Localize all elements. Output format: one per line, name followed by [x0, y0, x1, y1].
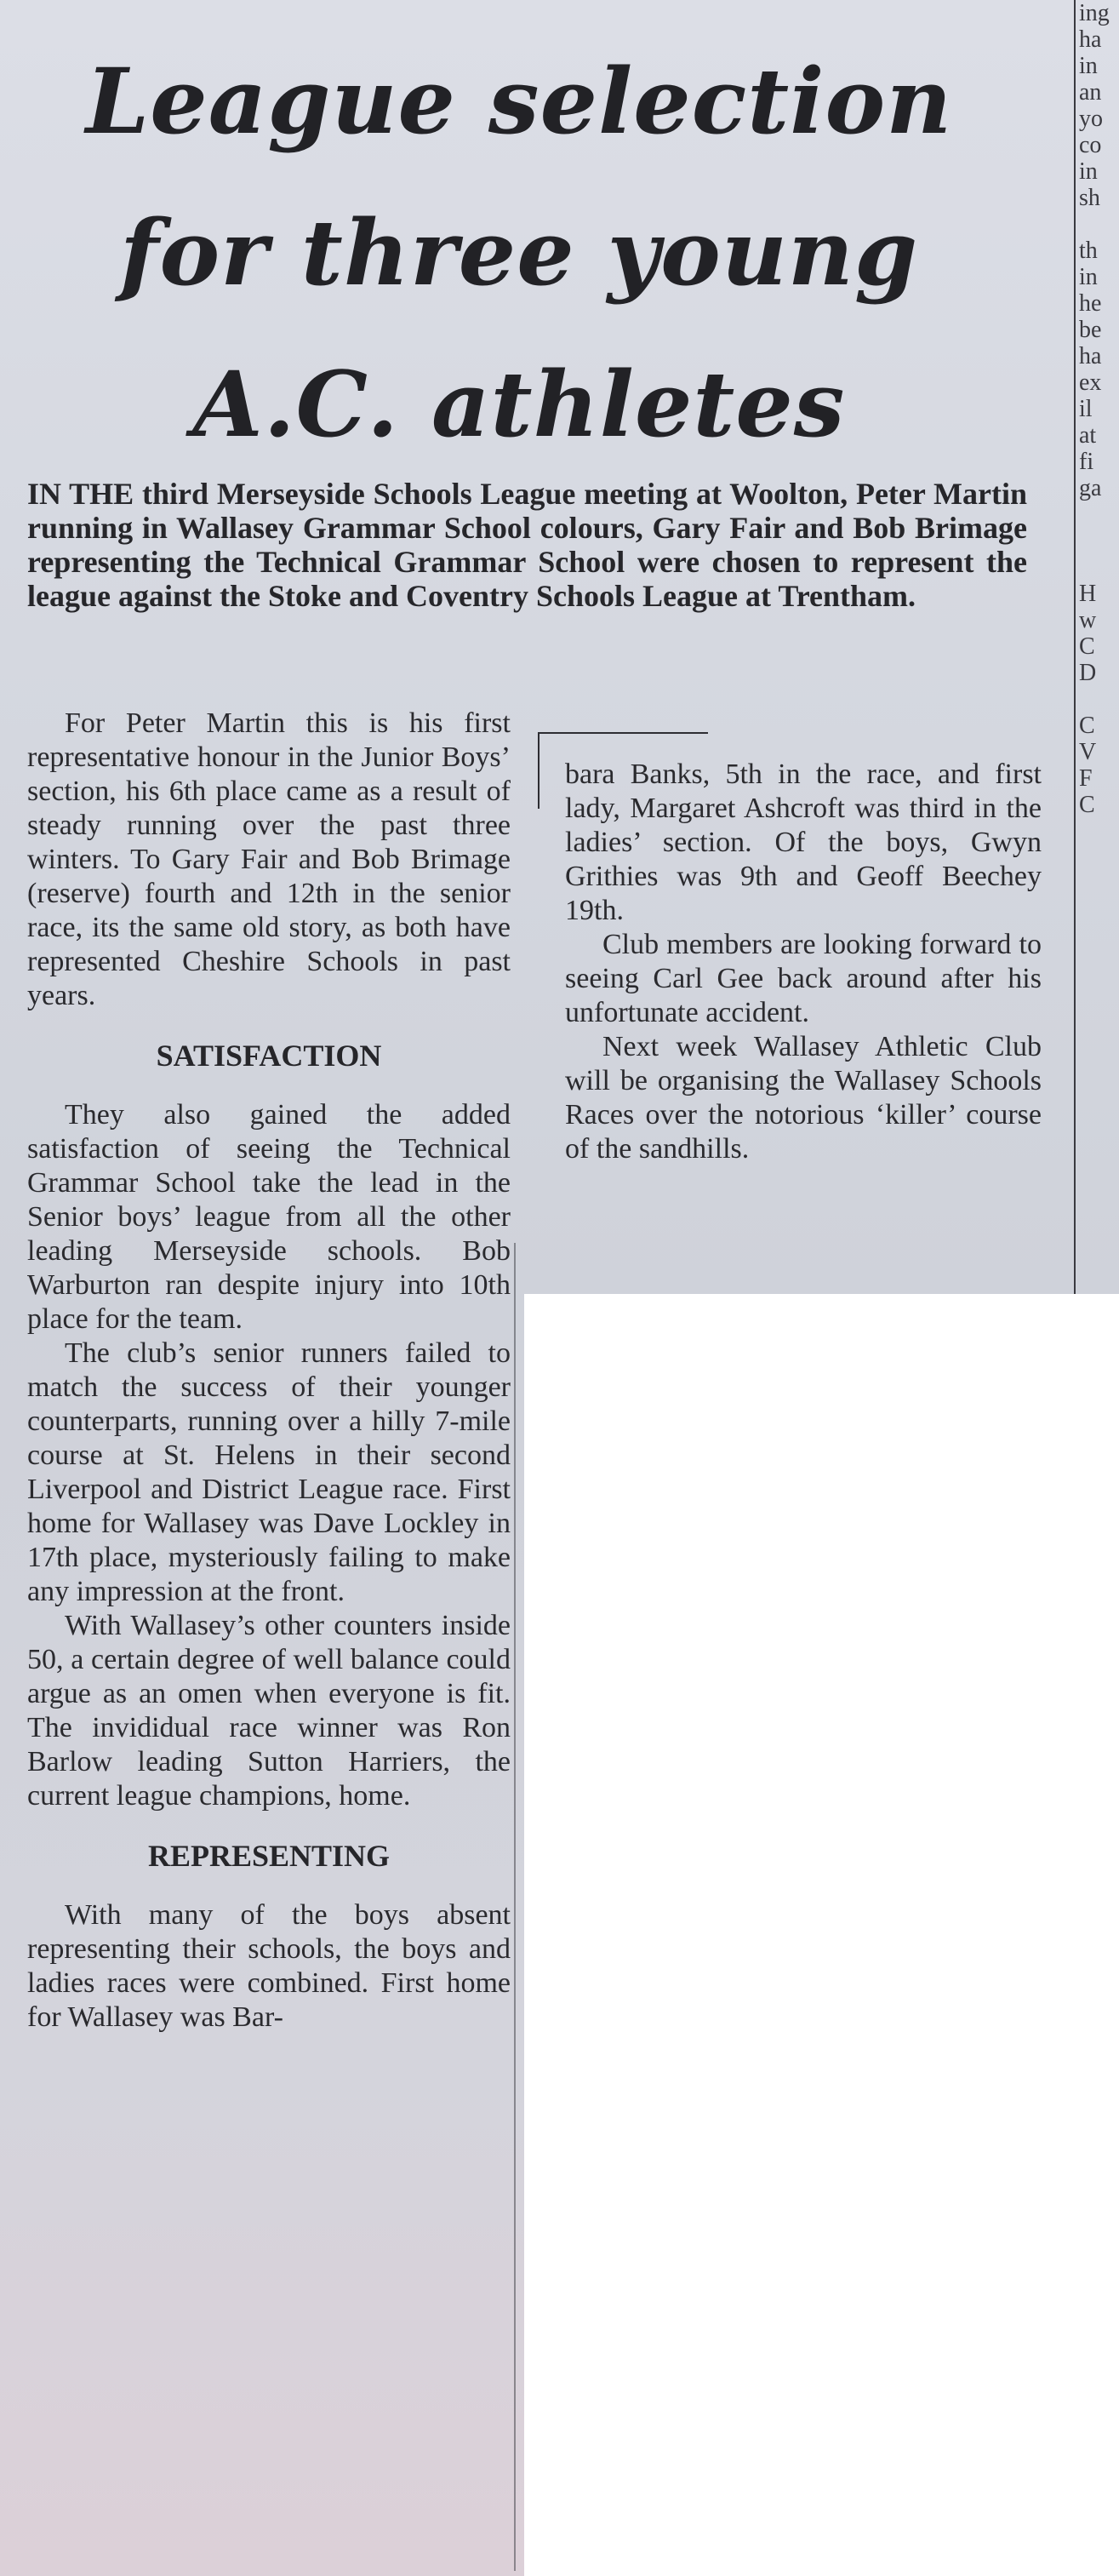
fragment-line: in [1079, 264, 1098, 290]
subhead-satisfaction: SATISFACTION [156, 1039, 382, 1073]
fragment-line [1079, 211, 1119, 238]
left-column [27, 707, 511, 2035]
fragment-line: V [1079, 739, 1097, 765]
paragraph-representing: With many of the boys absent representing their schools, the boys and ladies races were combined. First home for Wallasey was Bar- [27, 1899, 511, 2033]
headline-line-3: A.C. athletes [192, 351, 846, 457]
column-rule-left [514, 1243, 516, 2571]
lede-caps: IN THE [27, 477, 134, 511]
headline-line-1: League selection [85, 48, 953, 154]
article-lede [27, 477, 1027, 613]
box-rule-top [538, 732, 708, 734]
fragment-line: in [1079, 53, 1098, 79]
fragment-line [1079, 528, 1119, 554]
fragment-line: in [1079, 158, 1098, 185]
fragment-line: C [1079, 633, 1095, 660]
fragment-line: co [1079, 132, 1102, 158]
article-headline [17, 26, 1021, 480]
subhead-representing: REPRESENTING [147, 1839, 391, 1873]
fragment-line [1079, 554, 1119, 581]
fragment-line: fi [1079, 449, 1094, 475]
fragment-line: F [1079, 765, 1093, 792]
fragment-line: D [1079, 660, 1097, 686]
lede-text: third Merseyside Schools League meeting at Woolton, Peter Martin running in Wallasey Grammar School colours, Gary Fair and Bob Brimage representing the Technical Grammar School were chosen to represent the league against the Stoke and Coventry Schools League at Trentham. [27, 477, 1027, 613]
fragment-line: il [1079, 396, 1093, 422]
fragment-line: C [1079, 792, 1095, 818]
paragraph-counters: With Wallasey’s other counters inside 50, a certain degree of well balance could argue as an omen when everyone is fit. The invididual race winner was Ron Barlow leading Sutton Harriers, the current league champions, home. [27, 1610, 511, 1812]
fragment-line: be [1079, 317, 1102, 343]
paragraph-satisfaction: They also gained the added satisfaction of seeing the Technical Grammar School take the lead in the Senior boys’ league from all the other leading Merseyside schools. Bob Warburton ran despite injury into 10th place for the team. [27, 1099, 511, 1335]
column-rule-right [1074, 0, 1076, 1294]
fragment-line: he [1079, 290, 1102, 317]
fragment-line: ex [1079, 369, 1102, 396]
fragment-line: H [1079, 581, 1097, 607]
fragment-line: C [1079, 713, 1095, 739]
paragraph-barbara-banks: bara Banks, 5th in the race, and first lady, Margaret Ashcroft was third in the ladies’ section. Of the boys, Gwyn Grithies was 9th and Geoff Beechey 19th. [565, 758, 1042, 926]
headline-line-2: for three young [119, 199, 919, 306]
fragment-line: th [1079, 238, 1098, 264]
box-rule-left [538, 732, 540, 809]
fragment-line: yo [1079, 106, 1103, 132]
fragment-line: an [1079, 79, 1102, 106]
fragment-line: w [1079, 607, 1097, 633]
right-column [565, 758, 1042, 1166]
fragment-line: at [1079, 422, 1097, 449]
paragraph-peter-martin: For Peter Martin this is his first representative honour in the Junior Boys’ section, his 6th place came as a result of steady running over the past three winters. To Gary Fair and Bob Brimage (reserve) fourth and 12th in the senior race, its the same old story, as both have represented Cheshire Schools in past years. [27, 707, 511, 1011]
fragment-line: sh [1079, 185, 1100, 211]
fragment-line: ha [1079, 343, 1102, 369]
paragraph-senior-runners: The club’s senior runners failed to match the success of their younger counterparts, running over a hilly 7-mile course at St. Helens in their second Liverpool and District League race. First home for Wallasey was Dave Lockley in 17th place, mysteriously failing to make any impression at the front. [27, 1337, 511, 1607]
fragment-line: ing [1079, 0, 1110, 26]
paragraph-next-week: Next week Wallasey Athletic Club will be organising the Wallasey Schools Races over the notorious ‘killer’ course of the sandhills. [565, 1031, 1042, 1165]
adjacent-column-fragments [1079, 0, 1119, 1294]
fragment-line: ha [1079, 26, 1102, 53]
fragment-line [1079, 501, 1119, 528]
fragment-line [1079, 686, 1119, 713]
paragraph-carl-gee: Club members are looking forward to seeing Carl Gee back around after his unfortunate accident. [565, 929, 1042, 1028]
fragment-line: ga [1079, 475, 1102, 501]
